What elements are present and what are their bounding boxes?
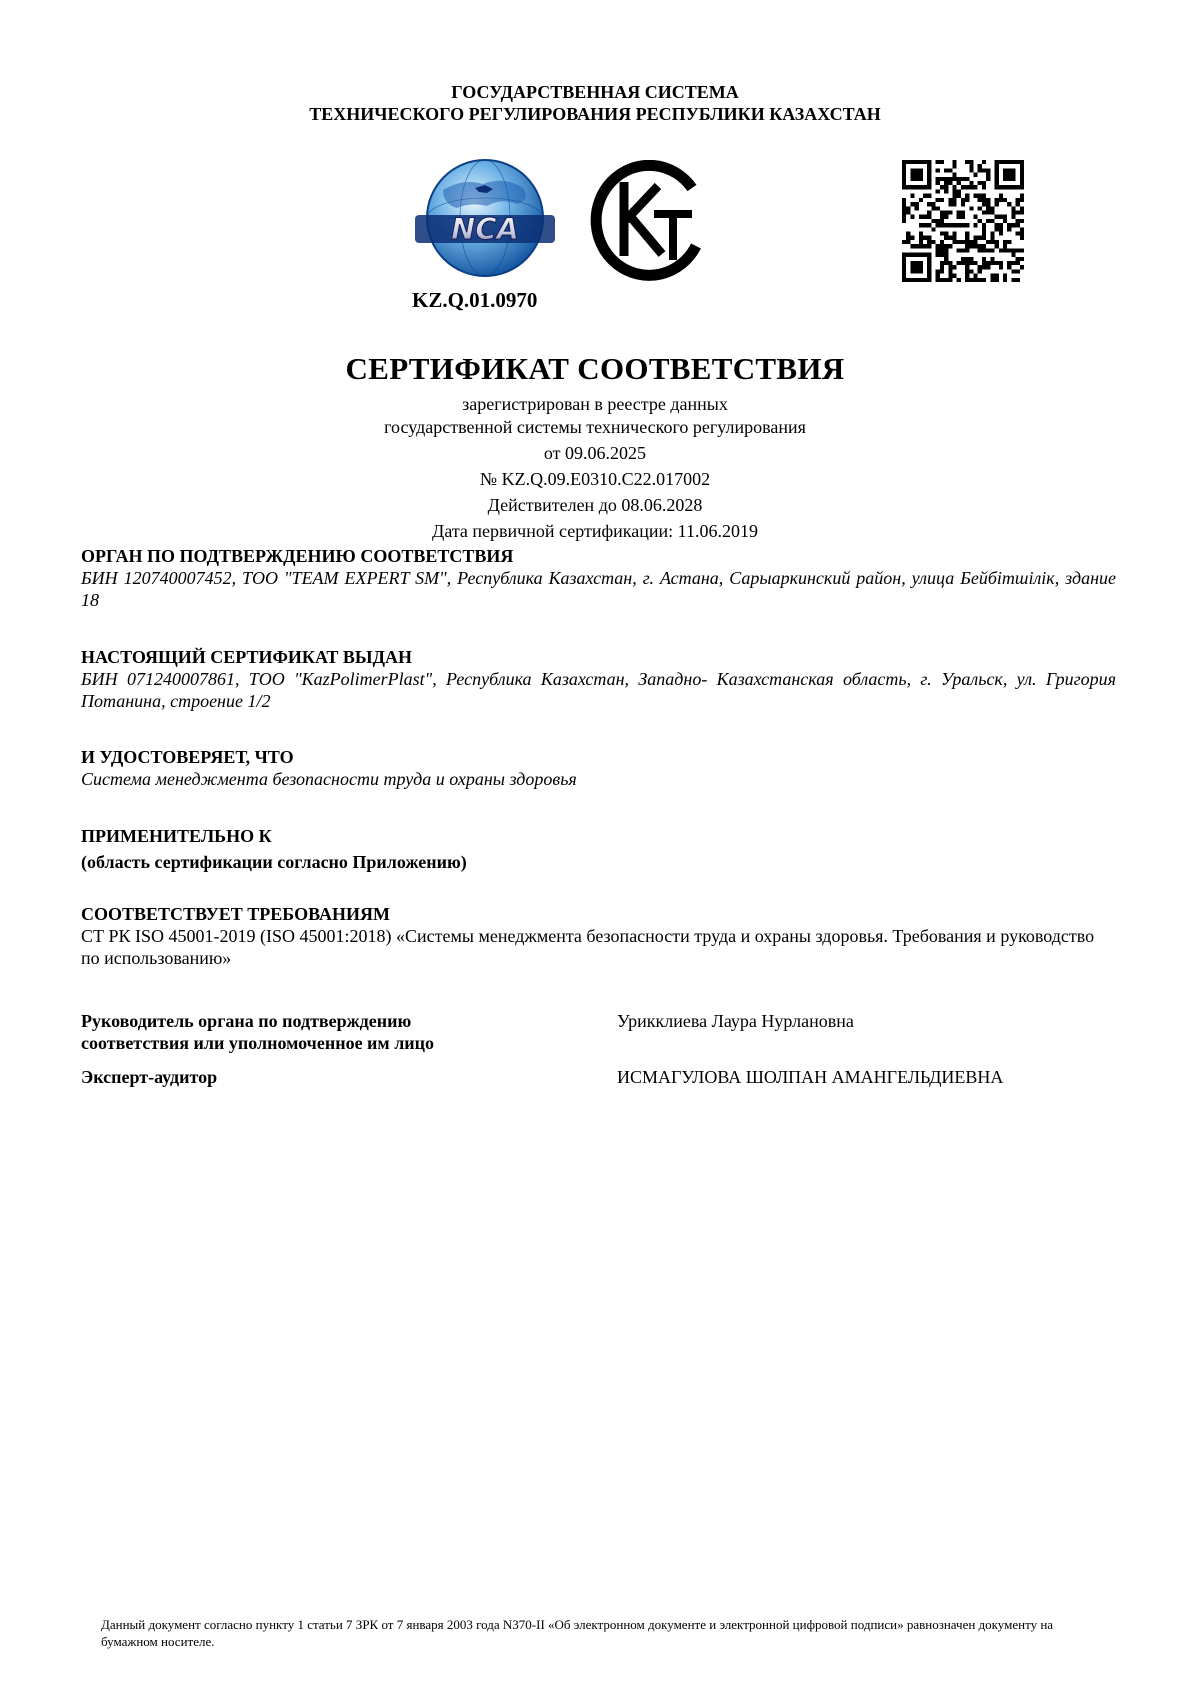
valid-until: Действителен до 08.06.2028 [487, 495, 703, 515]
applicable-value: (область сертификации согласно Приложению) [81, 852, 467, 872]
issued-to-label: НАСТОЯЩИЙ СЕРТИФИКАТ ВЫДАН [81, 647, 412, 667]
initial-certification-date: Дата первичной сертификации: 11.06.2019 [432, 521, 758, 541]
registered-line-1: зарегистрирован в реестре данных [462, 394, 728, 414]
qr-code [902, 160, 1024, 282]
certification-body-value: БИН 120740007452, ТОО "TEAM EXPERT SM", Республика Казахстан, г. Астана, Сарыаркинский район, улица Бейбітшілік, здание 18 [81, 568, 1116, 610]
certificate-title: СЕРТИФИКАТ СООТВЕТСТВИЯ [345, 351, 845, 386]
issued-to-value: БИН 071240007861, ТОО "KazPolimerPlast", Республика Казахстан, Западно- Казахстанская область, г. Уральск, ул. Григория Потанина, строение 1/2 [81, 669, 1116, 711]
complies-section [81, 903, 1116, 969]
certifies-value: Система менеджмента безопасности труда и охраны здоровья [81, 769, 577, 789]
certification-body-section [81, 545, 1116, 611]
registration-number: KZ.Q.01.0970 [412, 288, 538, 312]
header-line-2: ТЕХНИЧЕСКОГО РЕГУЛИРОВАНИЯ РЕСПУБЛИКИ КАЗАХСТАН [309, 104, 881, 124]
complies-value: СТ РК ISO 45001-2019 (ISO 45001:2018) «Системы менеджмента безопасности труда и охраны здоровья. Требования и руководство по использованию» [81, 926, 1095, 968]
header-line-1: ГОСУДАРСТВЕННАЯ СИСТЕМА [451, 82, 739, 102]
applicable-label: ПРИМЕНИТЕЛЬНО К [81, 826, 272, 846]
auditor-label: Эксперт-аудитор [81, 1067, 218, 1087]
head-signatory-name: Урикклиева Лаура Нурлановна [617, 1011, 854, 1031]
nca-globe-logo [413, 158, 558, 278]
issued-to-section [81, 646, 1116, 712]
legal-footer-note: Данный документ согласно пункту 1 статьи 7 ЗРК от 7 января 2003 года N370-II «Об электронном документе и электронной цифровой подписи» равнозначен документу на бумажном носителе. [101, 1617, 1054, 1649]
certificate-date: от 09.06.2025 [543, 443, 647, 463]
certifies-section [81, 746, 1116, 790]
certificate-number: № KZ.Q.09.E0310.C22.017002 [479, 469, 711, 489]
kt-conformity-mark-icon [588, 160, 704, 282]
registered-line-2: государственной системы технического регулирования [384, 417, 806, 437]
certifies-label: И УДОСТОВЕРЯЕТ, ЧТО [81, 747, 294, 767]
complies-label: СООТВЕТСТВУЕТ ТРЕБОВАНИЯМ [81, 904, 390, 924]
auditor-name: ИСМАГУЛОВА ШОЛПАН АМАНГЕЛЬДИЕВНА [617, 1067, 1004, 1087]
nca-logo-text: NCA [451, 212, 519, 246]
head-signatory-label: Руководитель органа по подтверждению соответствия или уполномоченное им лицо [81, 1011, 435, 1053]
applicable-section [81, 825, 1116, 873]
certification-body-label: ОРГАН ПО ПОДТВЕРЖДЕНИЮ СООТВЕТСТВИЯ [81, 546, 514, 566]
